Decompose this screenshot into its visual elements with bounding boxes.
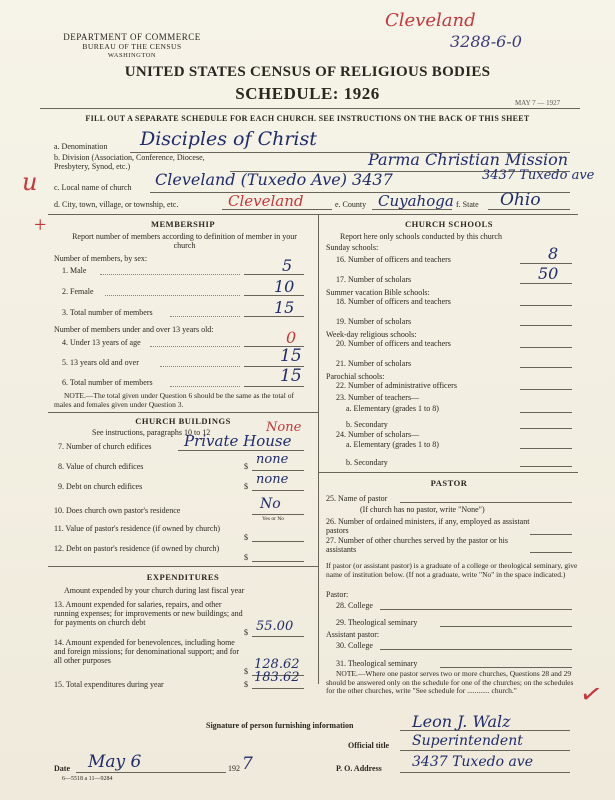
q29-label: 29. Theological seminary — [336, 618, 418, 627]
q6-label: 6. Total number of members — [62, 378, 153, 387]
q9-label: 9. Debt on church edifices — [58, 482, 143, 491]
q2-value: 10 — [274, 277, 295, 296]
q11-dollar: $ — [244, 533, 248, 542]
q6-value: 15 — [280, 366, 302, 386]
dept-label: DEPARTMENT OF COMMERCE — [63, 32, 201, 42]
date-value: May 6 — [88, 752, 142, 772]
q20-label: 20. Number of officers and teachers — [336, 339, 451, 348]
q14-label: 14. Amount expended for benevolences, including home and foreign missions; for denominational support; and for all other purposes — [54, 638, 240, 665]
date-label: Date — [54, 764, 70, 773]
state-label: f. State — [456, 200, 479, 209]
q3-label: 3. Total number of members — [62, 308, 153, 317]
buildings-heading: CHURCH BUILDINGS — [135, 416, 231, 426]
q27-label: 27. Number of other churches served by the pastor or his assistants — [326, 536, 508, 554]
q16-value: 8 — [548, 244, 559, 263]
q30-label: 30. College — [336, 641, 373, 650]
local-name-label: c. Local name of church — [54, 183, 132, 192]
membership-heading: MEMBERSHIP — [150, 219, 216, 229]
membership-note: NOTE.—The total given under Question 6 should be the same as the total of males and females given under Question 3. — [54, 391, 294, 409]
weekday-label: Week-day religious schools: — [326, 330, 417, 339]
q8-label: 8. Value of church edifices — [58, 462, 144, 471]
q21-label: 21. Number of scholars — [336, 359, 412, 368]
q9-dollar: $ — [244, 482, 248, 491]
pastor-heading: PASTOR — [430, 478, 468, 488]
q2-label: 2. Female — [62, 287, 94, 296]
margin-cross: + — [34, 212, 47, 237]
q16-label: 16. Number of officers and teachers — [336, 255, 451, 264]
division-label: b. Division (Association, Conference, Diocese, Presbytery, Synod, etc.) — [54, 153, 205, 171]
q23b-label: b. Secondary — [346, 420, 388, 429]
q7-label: 7. Number of church edifices — [58, 442, 152, 451]
denomination-value: Disciples of Christ — [140, 128, 317, 150]
q13-label: 13. Amount expended for salaries, repairs, and other running expenses; for improvements or new buildings; and for payments on church debt — [54, 600, 243, 627]
assistant-sub-label: Assistant pastor: — [326, 630, 380, 639]
county-label: e. County — [335, 200, 367, 209]
q9-value: none — [256, 472, 289, 487]
hand-number-note: 3288-6-0 — [450, 32, 522, 51]
q4-label: 4. Under 13 years of age — [62, 338, 141, 347]
q14-dollar: $ — [244, 667, 248, 676]
q8-value: none — [256, 452, 289, 467]
pastor-sub-label: Pastor: — [326, 590, 349, 599]
q3-value: 15 — [274, 298, 295, 317]
q24b-label: b. Secondary — [346, 458, 388, 467]
q4-value: 0 — [286, 328, 297, 347]
buildings-see: See instructions, paragraphs 10 to 12 — [92, 428, 211, 437]
city-field-value: Cleveland — [228, 192, 304, 210]
q5-label: 5. 13 years old and over — [62, 358, 139, 367]
signature-label: Signature of person furnishing information — [206, 721, 354, 730]
received-stamp: MAY 7 — 1927 — [515, 99, 561, 107]
q23a-label: a. Elementary (grades 1 to 8) — [346, 404, 439, 413]
q25-hint: (If church has no pastor, write "None") — [360, 505, 485, 514]
local-address-value: 3437 Tuxedo ave — [482, 168, 595, 183]
q12-label: 12. Debt on pastor's residence (if owned by church) — [54, 544, 220, 553]
form-instructions: FILL OUT A SEPARATE SCHEDULE FOR EACH CHURCH. SEE INSTRUCTIONS ON THE BACK OF THIS SHEET — [85, 114, 530, 123]
q17-value: 50 — [538, 264, 559, 283]
official-title-label: Official title — [348, 741, 390, 750]
q10-hint: Yes or No — [262, 516, 285, 522]
state-value: Ohio — [500, 190, 541, 210]
denomination-label: a. Denomination — [54, 142, 108, 151]
division-value: Parma Christian Mission — [368, 150, 569, 169]
signature-value: Leon J. Walz — [412, 712, 511, 731]
bureau-label: BUREAU OF THE CENSUS — [82, 42, 182, 51]
form-title: UNITED STATES CENSUS OF RELIGIOUS BODIES — [124, 64, 491, 80]
buildings-see-hand: None — [266, 420, 302, 435]
graduate-intro: If pastor (or assistant pastor) is a graduate of a college or theological seminary, give name of institution below. (If not a graduate, write "No" in the space indicated.) — [326, 561, 578, 579]
q22-label: 22. Number of administrative officers — [336, 381, 457, 390]
form-number: 6—5518 a 11—9284 — [62, 776, 113, 782]
q1-value: 5 — [282, 256, 293, 275]
q12-dollar: $ — [244, 553, 248, 562]
sunday-label: Sunday schools: — [326, 243, 379, 252]
expenditures-heading: EXPENDITURES — [146, 572, 220, 582]
po-address-label: P. O. Address — [336, 764, 382, 773]
q14-value: 128.62 — [254, 657, 300, 672]
membership-intro: Report number of members according to definition of member in your church — [72, 232, 297, 250]
expenditures-intro: Amount expended by your church during last fiscal year — [64, 586, 245, 595]
by-sex-label: Number of members, by sex: — [54, 254, 148, 263]
q17-label: 17. Number of scholars — [336, 275, 412, 284]
q28-label: 28. College — [336, 601, 373, 610]
summer-label: Summer vacation Bible schools: — [326, 288, 430, 297]
q15-dollar: $ — [244, 680, 248, 689]
city-field-label: d. City, town, village, or township, etc. — [54, 200, 179, 209]
hand-city-note: Cleveland — [385, 10, 476, 31]
city-label: WASHINGTON — [107, 52, 157, 59]
official-title-value: Superintendent — [412, 733, 523, 749]
q13-value: 55.00 — [256, 619, 294, 634]
schools-intro: Report here only schools conducted by this church — [340, 232, 502, 241]
q13-dollar: $ — [244, 628, 248, 637]
po-address-value: 3437 Tuxedo ave — [412, 754, 533, 770]
q1-label: 1. Male — [62, 266, 87, 275]
q8-dollar: $ — [244, 462, 248, 471]
q24-label: 24. Number of scholars— — [336, 430, 420, 439]
under13-intro: Number of members under and over 13 years old: — [54, 325, 214, 334]
q31-label: 31. Theological seminary — [336, 659, 418, 668]
q11-label: 11. Value of pastor's residence (if owned by church) — [54, 524, 221, 533]
year-hand: 7 — [242, 754, 253, 774]
schools-heading: CHURCH SCHOOLS — [405, 219, 493, 229]
local-name-value: Cleveland (Tuxedo Ave) 3437 — [155, 170, 393, 189]
q15-value: 183.62 — [254, 670, 300, 685]
year-prefix: 192 — [228, 764, 240, 773]
q23-label: 23. Number of teachers— — [336, 393, 420, 402]
q24a-label: a. Elementary (grades 1 to 8) — [346, 440, 439, 449]
q25-label: 25. Name of pastor — [326, 494, 388, 503]
q18-label: 18. Number of officers and teachers — [336, 297, 451, 306]
county-value: Cuyahoga — [378, 192, 454, 210]
margin-mark: u — [22, 168, 38, 196]
q5-value: 15 — [280, 346, 302, 366]
pastor-note: NOTE.—Where one pastor serves two or more churches, Questions 28 and 29 should be answered only on the schedule for one of the churches; on the schedules for the other churches, write "See schedule for ............ church." — [326, 669, 574, 695]
parochial-label: Parochial schools: — [326, 372, 385, 381]
q15-label: 15. Total expenditures during year — [54, 680, 164, 689]
q26-label: 26. Number of ordained ministers, if any, employed as assistant pastors — [326, 517, 530, 535]
q10-label: 10. Does church own pastor's residence — [54, 506, 181, 515]
form-schedule: SCHEDULE: 1926 — [235, 84, 380, 103]
q7-value: Private House — [184, 432, 292, 450]
check-mark-icon: ✓ — [577, 678, 605, 711]
q19-label: 19. Number of scholars — [336, 317, 412, 326]
q10-value: No — [260, 496, 281, 512]
